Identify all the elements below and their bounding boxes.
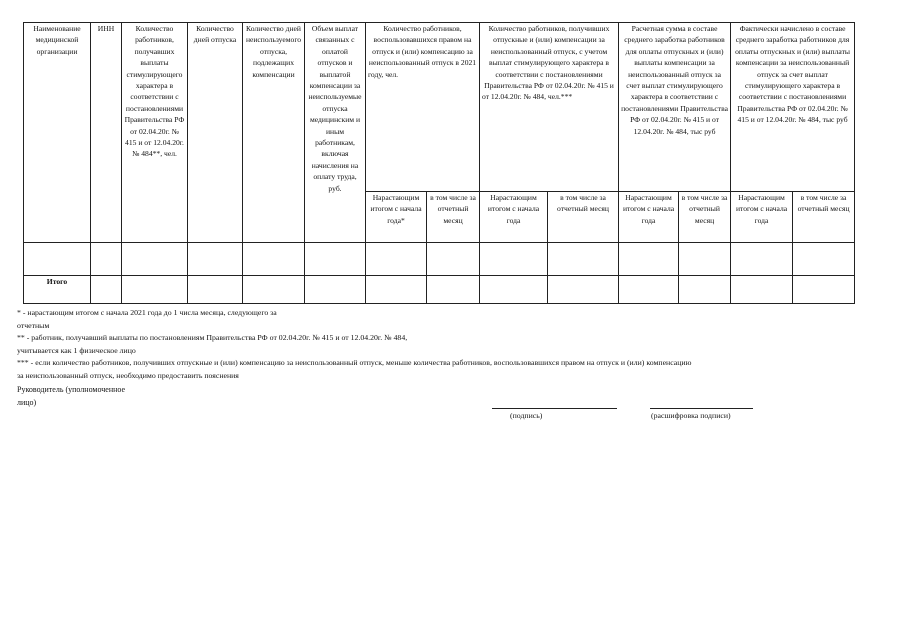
total-cell[interactable] — [305, 276, 366, 304]
footnote-line: отчетным — [17, 320, 50, 330]
subheader-month: в том числе за отчетный месяц — [427, 192, 480, 243]
total-cell[interactable] — [122, 276, 188, 304]
subheader-cumulative: Нарастающим итогом с начала года* — [366, 192, 427, 243]
header-vacation-days: Количество дней отпуска — [188, 23, 243, 243]
data-cell[interactable] — [427, 243, 480, 276]
footnotes — [17, 307, 857, 383]
signature-line[interactable] — [492, 408, 617, 409]
total-cell[interactable] — [679, 276, 731, 304]
footnote-line: *** - если количество работников, получивших отпускные и (или) компенсацию за неиспользованный отпуск, меньше количества работников, воспользовавшихся правом на отпуск и (или) компенсацию — [17, 358, 692, 368]
total-cell[interactable] — [480, 276, 548, 304]
header-actual-sum: Фактически начислено в составе среднего заработка работников для оплаты отпускных и (или) выплаты компенсации за неиспользованный отпуск за счет выплат стимулирующего характера в соответствии с постановлениями Правительства РФ от 02.04.20г. № 415 и от 12.04.20г. № 484, тыс руб — [731, 23, 855, 192]
data-cell[interactable] — [619, 243, 679, 276]
head-label-line: лицо) — [17, 397, 37, 407]
subheader-month: в том числе за отчетный месяц — [679, 192, 731, 243]
total-cell[interactable] — [731, 276, 793, 304]
subheader-month: в том числе за отчетный месяц — [548, 192, 619, 243]
subheader-cumulative: Нарастающим итогом с начала года — [731, 192, 793, 243]
header-org: Наименование медицинской организации — [24, 23, 91, 243]
report-table — [23, 22, 855, 304]
total-cell[interactable] — [188, 276, 243, 304]
total-cell[interactable] — [793, 276, 855, 304]
total-cell[interactable] — [91, 276, 122, 304]
header-calc-sum: Расчетная сумма в составе среднего заработка работников для оплаты отпускных и (или) выплаты компенсации за неиспользованный отпуск за счет выплат стимулирующего характера в соответствии с постановлениями Правительства РФ от 02.04.20г. № 415 и от 12.04.20г. № 484, тыс руб — [619, 23, 731, 192]
data-cell[interactable] — [548, 243, 619, 276]
data-cell[interactable] — [480, 243, 548, 276]
header-workers-paid: Количество работников, получавших выплаты стимулирующего характера в соответствии с постановлениями Правительства РФ от 02.04.20г. № 415 и от 12.04.20г. № 484**, чел. — [122, 23, 188, 243]
header-workers-received: Количество работников, получивших отпускные и (или) компенсации за неиспользованный отпуск, с учетом выплат стимулирующего характера в соответствии с постановлениями Правительства РФ от 02.04.20г. № 415 и от 12.04.20г. № 484, чел.*** — [480, 23, 619, 192]
footnote-line: ** - работник, получавший выплаты по постановлениям Правительства РФ от 02.04.20г. № 415 и от 12.04.20г. № 484, — [17, 333, 408, 343]
data-cell[interactable] — [679, 243, 731, 276]
signature-decode-caption: (расшифровка подписи) — [651, 411, 731, 420]
data-cell[interactable] — [91, 243, 122, 276]
head-label — [17, 384, 125, 409]
header-unused-days: Количество дней неиспользуемого отпуска, подлежащих компенсации — [243, 23, 305, 243]
total-label: Итого — [24, 276, 91, 304]
signature-caption: (подпись) — [510, 411, 543, 420]
data-cell[interactable] — [24, 243, 91, 276]
data-cell[interactable] — [305, 243, 366, 276]
data-row — [24, 243, 855, 276]
total-cell[interactable] — [548, 276, 619, 304]
header-inn: ИНН — [91, 23, 122, 243]
data-cell[interactable] — [188, 243, 243, 276]
header-workers-used: Количество работников, воспользовавшихся правом на отпуск и (или) компенсацию за неиспользованный отпуск в 2021 году, чел. — [366, 23, 480, 192]
subheader-cumulative: Нарастающим итогом с начала года — [480, 192, 548, 243]
data-cell[interactable] — [122, 243, 188, 276]
header-payments-volume: Объем выплат связанных с оплатой отпусков и выплатой компенсации за неиспользуемые отпуска медицинским и иным работникам, включая начисления на оплату труда, руб. — [305, 23, 366, 243]
subheader-month: в том числе за отчетный месяц — [793, 192, 855, 243]
data-cell[interactable] — [731, 243, 793, 276]
total-row — [24, 276, 855, 304]
footnote-line: * - нарастающим итогом с начала 2021 года до 1 числа месяца, следующего за — [17, 308, 277, 317]
total-cell[interactable] — [427, 276, 480, 304]
head-label-line: Руководитель (уполномоченное — [17, 385, 126, 394]
total-cell[interactable] — [366, 276, 427, 304]
signature-decode-line[interactable] — [650, 408, 753, 409]
footnote-line: за неиспользованный отпуск, необходимо предоставить пояснения — [17, 370, 239, 380]
data-cell[interactable] — [366, 243, 427, 276]
footnote-line: учитывается как 1 физическое лицо — [17, 345, 136, 355]
total-cell[interactable] — [243, 276, 305, 304]
data-cell[interactable] — [243, 243, 305, 276]
total-cell[interactable] — [619, 276, 679, 304]
data-cell[interactable] — [793, 243, 855, 276]
subheader-cumulative: Нарастающим итогом с начала года — [619, 192, 679, 243]
